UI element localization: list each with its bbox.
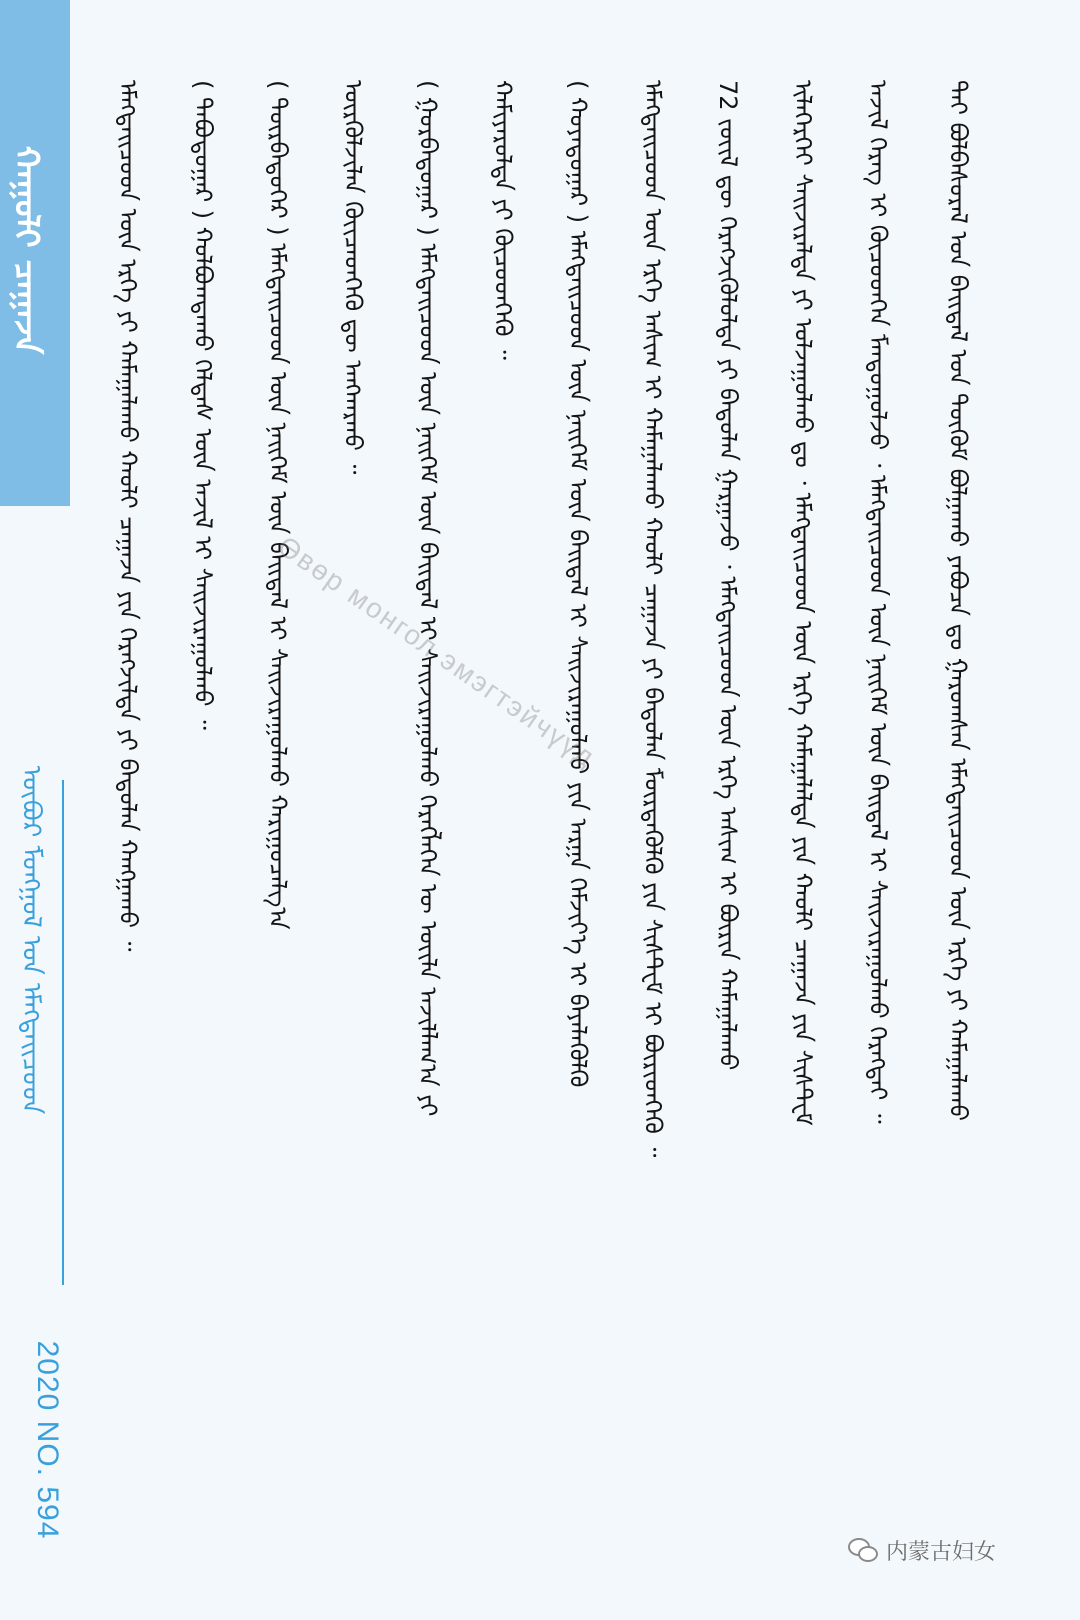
wechat-icon xyxy=(848,1538,878,1562)
running-title: ᠥᠪᠥᠷ ᠮᠣᠩᠭᠣᠯ ᠤᠨ ᠡᠮᠡᠭᠲᠡᠢᠴᠦᠳ xyxy=(16,765,46,1115)
text-column: ᠢᠯᠡᠬᠡᠷᠬᠡᠢ ᠰᠠᠢᠵᠢᠷᠠᠯᠲᠠ ᠶᠢ ᠣᠯᠵᠠᠭᠤᠯᠬᠤ ᠳᠤ ᠂ ᠡᠮᠡᠭᠲᠡᠢᠴᠦᠳ ᠦᠨ ᠡᠷᠬᠡ ᠬᠠᠮᠠᠭᠠᠯᠠᠯᠲᠠ ᠶᠢᠨ ᠬᠠᠤᠯᠢ ᠴᠠᠭᠠᠵᠠ ᠶᠢᠨ ᠰᠢᠰᠲᠧᠮ xyxy=(789,80,817,1126)
text-column: ᠲᠠᠢ ᠪᠣᠯᠪᠠᠰᠤᠷᠠᠯ ᠤᠨ ᠪᠠᠢᠳᠠᠯ ᠤᠨ ᠳᠦᠭᠦᠮ ᠪᠣᠯᠭᠠᠬᠤ ᠶᠠᠪᠤᠴᠠ ᠳᠤ ᠭᠠᠷᠤᠭᠰᠠᠨ ᠡᠮᠡᠭᠲᠡᠢᠴᠦᠳ ᠦᠨ ᠡᠷᠬᠡ ᠶᠢ ᠬᠠᠮᠠᠭᠠᠯᠠᠬᠤ xyxy=(944,80,972,1121)
watermark: Өвөр монгол эмэгтэйчүүд xyxy=(272,530,602,774)
issue-number: 2020 NO. 594 xyxy=(31,1340,64,1540)
text-column: ᠬᠠᠮᠢᠶᠠᠷᠤᠯᠲᠠ ᠶᠢ ᠬᠦᠴᠦᠳᠬᠡᠬᠦ ᠃ xyxy=(489,80,517,360)
section-sideband xyxy=(0,0,70,506)
section-title: ᠬᠠᠭᠤᠯᠢ ᠴᠠᠭᠠᠵᠠ xyxy=(6,145,46,355)
text-column: 72 ᠵᠦᠢᠯ ᠳᠦ ᠬᠡᠷᠡᠭᠵᠢᠭᠦᠯᠦᠯᠲᠡ ᠶᠢ ᠪᠠᠳᠤᠯᠠᠨ ᠭᠠᠷᠭᠠᠵᠤ ᠂ ᠡᠮᠡᠭᠲᠡᠢᠴᠦᠳ ᠦᠨ ᠡᠷᠬᠡ ᠠᠰᠢᠭ ᠢ ᠪᠦᠷᠢᠨ ᠬᠠᠮᠠᠭᠠᠯᠠᠬᠤ xyxy=(714,80,742,1071)
text-column: ( ᠳᠥᠷᠪᠡᠳᠦᠭᠡᠷ ) ᠡᠮᠡᠭᠲᠡᠢᠴᠦᠳ ᠦᠨ ᠨᠡᠢᠭᠡᠮ ᠦᠨ ᠪᠠᠢᠳᠠᠯ ᠢ ᠰᠠᠢᠵᠢᠷᠠᠭᠤᠯᠬᠤ ᠬᠠᠷᠢᠭᠤᠴᠠᠯᠭ᠎ᠠ xyxy=(264,80,292,930)
article-body xyxy=(114,80,1025,1530)
text-column: ᠠᠵᠢᠯ ᠬᠡᠷᠡᠭ ᠢ ᠬᠦᠴᠦᠳᠬᠡᠨ ᠮᠠᠨᠳᠤᠭᠤᠯᠵᠤ ᠂ ᠡᠮᠡᠭᠲᠡᠢᠴᠦᠳ ᠦᠨ ᠨᠡᠢᠭᠡᠮ ᠦᠨ ᠪᠠᠢᠳᠠᠯ ᠢ ᠰᠠᠢᠵᠢᠷᠠᠭᠤᠯᠬᠤ ᠬᠡᠷᠡᠭᠲᠡᠢ ᠃ xyxy=(864,80,892,1124)
text-column: ( ᠬᠣᠶᠠᠳᠤᠭᠠᠷ ) ᠡᠮᠡᠭᠲᠡᠢᠴᠦᠳ ᠦᠨ ᠨᠡᠢᠭᠡᠮ ᠦᠨ ᠪᠠᠢᠳᠠᠯ ᠢ ᠰᠠᠢᠵᠢᠷᠠᠭᠤᠯᠬᠤ ᠶᠢᠨ ᠠᠷᠭᠠ ᠬᠡᠮᠵᠢᠶ᠎ᠡ ᠢ ᠪᠡᠶᠡᠯᠡᠭᠦᠯᠬᠦ xyxy=(564,80,592,1088)
text-column: ( ᠲᠠᠪᠤᠳᠤᠭᠠᠷ ) ᠬᠣᠯᠪᠣᠭᠳᠠᠬᠤ ᠬᠡᠯᠲᠡᠰ ᠦᠨ ᠠᠵᠢᠯ ᠢ ᠰᠠᠢᠵᠢᠷᠠᠭᠤᠯᠬᠤ ᠃ xyxy=(189,80,217,730)
wechat-account-name: 内蒙古妇女 xyxy=(886,1539,997,1565)
running-title-rule xyxy=(62,780,64,1285)
wechat-attribution[interactable] xyxy=(848,1530,996,1570)
text-column: ᠦᠷᠭᠦᠯᠵᠢᠯᠡᠨ ᠭᠦᠢᠴᠡᠳᠬᠡᠬᠦ ᠳᠦ ᠠᠩᠬᠠᠷᠬᠤ ᠃ xyxy=(339,80,367,475)
text-column: ( ᠭᠤᠷᠪᠠᠳᠤᠭᠠᠷ ) ᠡᠮᠡᠭᠲᠡᠢᠴᠦᠳ ᠦᠨ ᠨᠡᠢᠭᠡᠮ ᠦᠨ ᠪᠠᠢᠳᠠᠯ ᠢ ᠰᠠᠢᠵᠢᠷᠠᠭᠤᠯᠬᠤ ᠬᠡᠷᠡᠭᠯᠡᠭᠡᠨ ᠦ ᠦᠢᠯᠡ ᠠᠵᠢᠯᠯᠠᠭ᠎ᠠ ᠶᠢ xyxy=(414,80,442,1117)
text-column: ᠡᠮᠡᠭᠲᠡᠢᠴᠦᠳ ᠦᠨ ᠡᠷᠬᠡ ᠠᠰᠢᠭ ᠢ ᠬᠠᠮᠠᠭᠠᠯᠠᠬᠤ ᠬᠠᠤᠯᠢ ᠴᠠᠭᠠᠵᠠ ᠶᠢ ᠪᠠᠳᠤᠯᠠᠨ ᠮᠥᠷᠳᠡᠭᠦᠯᠬᠦ ᠶᠢᠨ ᠰᠢᠰᠲᠧᠮ ᠢ ᠪᠦᠷᠢᠳᠬᠡᠬᠦ ᠃ xyxy=(639,80,667,1158)
text-column: ᠡᠮᠡᠭᠲᠡᠢᠴᠦᠳ ᠦᠨ ᠡᠷᠬᠡ ᠶᠢ ᠬᠠᠮᠠᠭᠠᠯᠠᠬᠤ ᠬᠠᠤᠯᠢ ᠴᠠᠭᠠᠵᠠ ᠶᠢᠨ ᠬᠡᠷᠡᠭᠵᠢᠯᠲᠡ ᠶᠢ ᠪᠠᠲᠤᠯᠠᠨ ᠬᠠᠩᠭᠠᠬᠤ ᠃ xyxy=(114,80,142,952)
